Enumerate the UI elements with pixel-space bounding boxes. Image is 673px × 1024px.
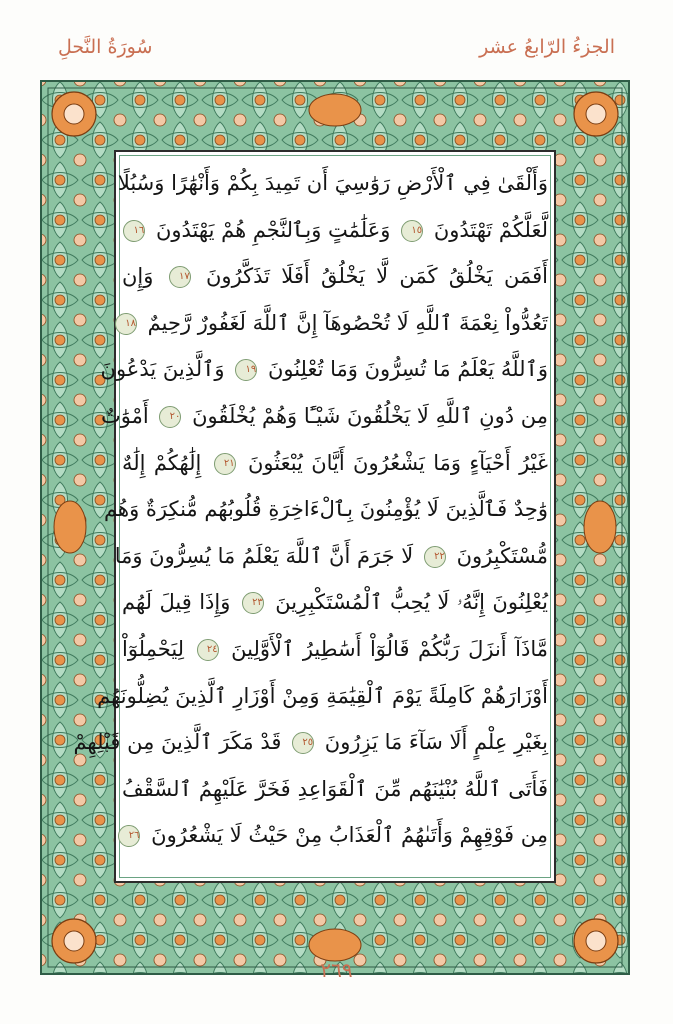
verse-lines	[73, 160, 548, 859]
verse-text: قَدْ مَكَرَ ٱلَّذِينَ مِن قَبْلِهِمْ	[73, 730, 282, 755]
verse-line	[122, 766, 548, 813]
aya-number-marker: ٢٥	[292, 732, 314, 754]
aya-number-marker: ٢٦	[118, 825, 140, 847]
verse-text: مَّاذَآ أَنزَلَ رَبُّكُمْ قَالُوٓاْ أَسَٰطِيرُ ٱلْأَوَّلِينَ	[231, 636, 548, 661]
verse-line	[100, 393, 548, 440]
verse-text: بِغَيْرِ عِلْمٍ أَلَا سَآءَ مَا يَزِرُونَ	[324, 730, 548, 755]
verse-text: لِيَحْمِلُوٓاْ	[122, 636, 185, 661]
aya-number-marker: ٢٤	[197, 639, 219, 661]
verse-text: مُّسْتَكْبِرُونَ	[456, 543, 548, 568]
verse-text: وَأَلْقَىٰ فِي ٱلْأَرْضِ رَوَٰسِيَ أَن تَمِيدَ بِكُمْ وَأَنْهَٰرًا وَسُبُلًا	[117, 171, 548, 195]
verse-text: إِلَٰهُكُمْ إِلَٰهٌ	[122, 450, 202, 475]
aya-number-marker: ٢٠	[159, 406, 181, 428]
verse-text: يُعْلِنُونَ إِنَّهُۥ لَا يُحِبُّ ٱلْمُسْتَكْبِرِينَ	[275, 590, 548, 615]
verse-line	[97, 673, 548, 720]
verse-text: لَّعَلَّكُمْ تَهْتَدُونَ	[433, 217, 548, 242]
verse-line	[114, 533, 548, 580]
verse-line	[104, 486, 548, 533]
page-number: ٢٦٩	[320, 958, 353, 982]
verse-line	[122, 253, 548, 300]
juz-header: الجزءُ الرّابعُ عشر	[479, 36, 615, 58]
aya-number-marker: ٢٢	[424, 546, 446, 568]
verse-text: فَأَتَى ٱللَّهُ بُنْيَٰنَهُم مِّنَ ٱلْقَوَاعِدِ فَخَرَّ عَلَيْهِمُ ٱلسَّقْفُ	[122, 776, 548, 801]
verse-text: وَإِذَا قِيلَ لَهُم	[122, 590, 231, 615]
verse-line	[122, 579, 548, 626]
aya-number-marker: ١٩	[235, 359, 257, 381]
verse-line	[122, 207, 548, 254]
aya-number-marker: ١٦	[123, 220, 145, 242]
verse-line	[122, 812, 548, 859]
verse-line	[117, 160, 548, 207]
verse-text: وَإِن	[122, 264, 154, 289]
verse-line	[122, 440, 548, 487]
verse-line	[122, 626, 548, 673]
verse-text: أَمْوَٰتٌ	[100, 403, 149, 428]
verse-line	[73, 719, 548, 766]
verse-text: غَيْرُ أَحْيَآءٍ وَمَا يَشْعُرُونَ أَيَّانَ يُبْعَثُونَ	[247, 450, 548, 475]
aya-number-marker: ٢٣	[242, 592, 264, 614]
verse-text: أَفَمَن يَخْلُقُ كَمَن لَّا يَخْلُقُ أَفَلَا تَذَكَّرُونَ	[206, 264, 548, 289]
verse-text: مِن فَوْقِهِمْ وَأَتَىٰهُمُ ٱلْعَذَابُ مِنْ حَيْثُ لَا يَشْعُرُونَ	[151, 823, 548, 848]
verse-text: مِن دُونِ ٱللَّهِ لَا يَخْلُقُونَ شَيْـًٔا وَهُمْ يُخْلَقُونَ	[192, 403, 548, 428]
verse-line	[100, 346, 548, 393]
verse-text: لَا جَرَمَ أَنَّ ٱللَّهَ يَعْلَمُ مَا يُسِرُّونَ وَمَا	[114, 543, 414, 568]
verse-text: وَٰحِدٌ فَٱلَّذِينَ لَا يُؤْمِنُونَ بِٱلْءَاخِرَةِ قُلُوبُهُم مُّنكِرَةٌ وَهُم	[104, 497, 548, 522]
aya-number-marker: ١٨	[115, 313, 137, 335]
aya-number-marker: ٢١	[214, 453, 236, 475]
verse-line	[122, 300, 548, 347]
verse-text: أَوْزَارَهُمْ كَامِلَةً يَوْمَ ٱلْقِيَٰمَةِ وَمِنْ أَوْزَارِ ٱلَّذِينَ يُضِلُّونَهُم	[97, 683, 548, 708]
verse-text: وَعَلَٰمَٰتٍ وَبِٱلنَّجْمِ هُمْ يَهْتَدُونَ	[155, 217, 391, 242]
aya-number-marker: ١٧	[169, 266, 191, 288]
aya-number-marker: ١٥	[401, 220, 423, 242]
verse-text: وَٱللَّهُ يَعْلَمُ مَا تُسِرُّونَ وَمَا تُعْلِنُونَ	[267, 357, 548, 382]
surah-header: سُورَةُ النَّحلِ	[58, 36, 153, 58]
verse-text: وَٱلَّذِينَ يَدْعُونَ	[100, 357, 225, 382]
verse-text: تَعُدُّواْ نِعْمَةَ ٱللَّهِ لَا تُحْصُوهَآ إِنَّ ٱللَّهَ لَغَفُورٌ رَّحِيمٌ	[147, 310, 548, 335]
